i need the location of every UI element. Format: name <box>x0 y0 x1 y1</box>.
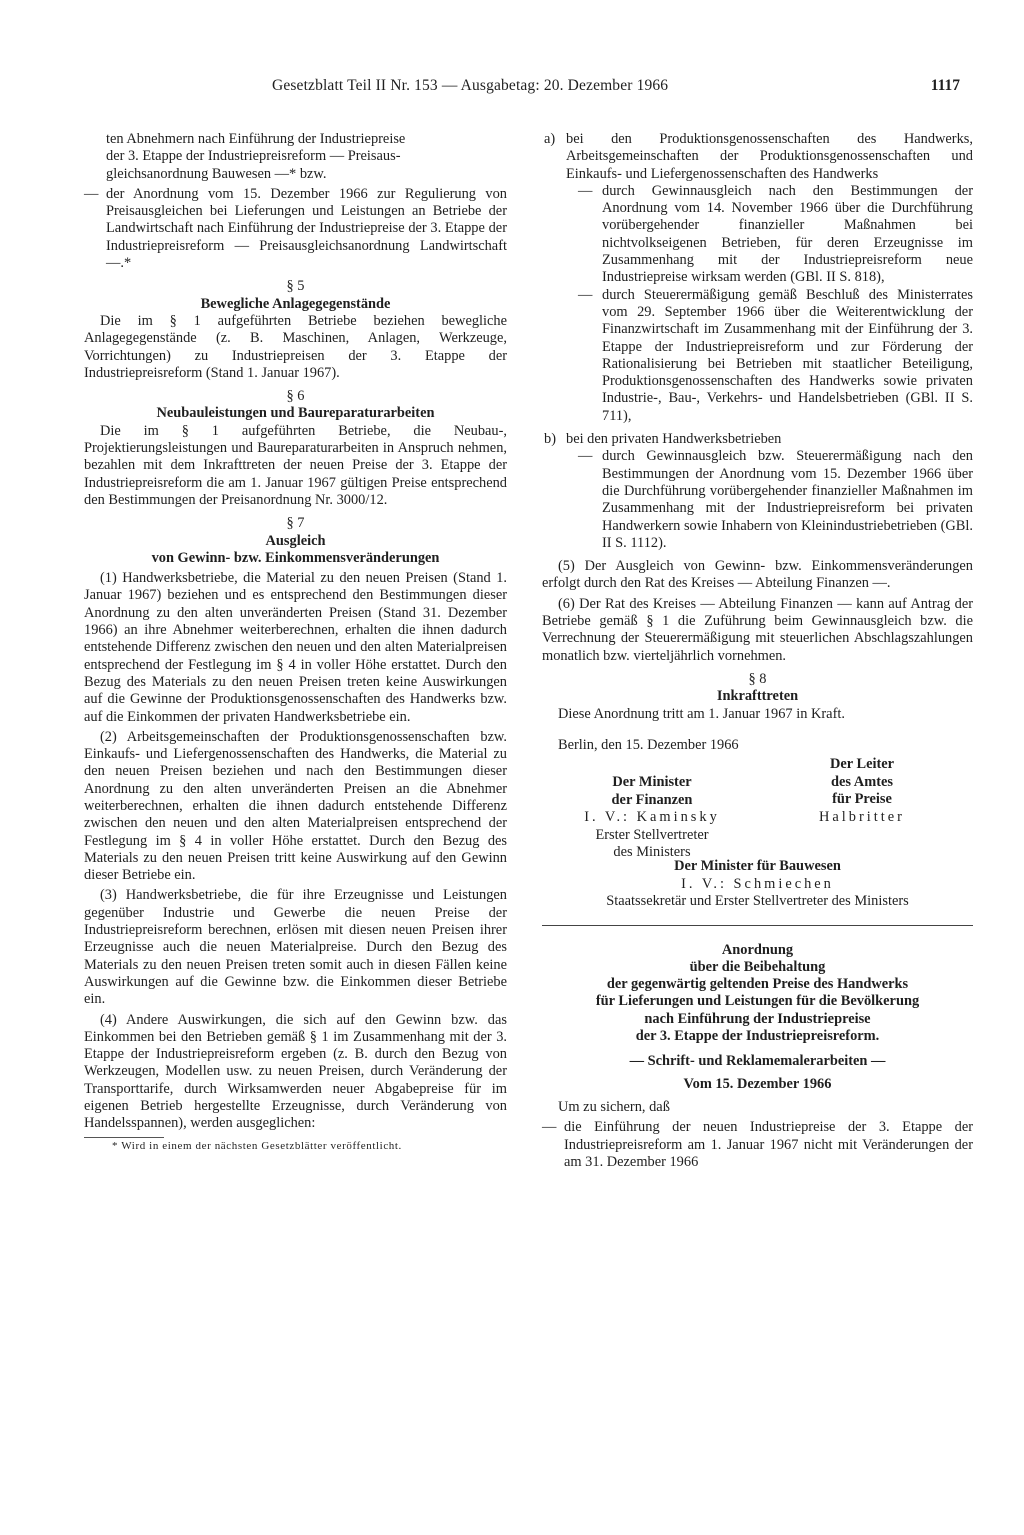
section-7-title-line2: von Gewinn- bzw. Einkommensveränderungen <box>151 549 440 566</box>
signature-construction <box>542 858 973 911</box>
order-date: Vom 15. Dezember 1966 <box>683 1075 832 1092</box>
right-column <box>542 131 973 1171</box>
dash-item-landwirtschaft <box>84 186 507 272</box>
section-8-text: Diese Anordnung tritt am 1. Januar 1967 in Kraft. <box>558 705 845 722</box>
new-order-heading <box>542 942 973 1093</box>
header-title: Gesetzblatt Teil II Nr. 153 — Ausgabetag: 20. Dezember 1966 <box>272 77 669 94</box>
footnote-rule <box>84 1137 164 1138</box>
place-date: Berlin, den 15. Dezember 1966 <box>558 736 739 753</box>
dash-marker: — <box>542 1119 557 1136</box>
signature-prices <box>772 756 952 826</box>
signature-title: für Preise <box>832 791 892 808</box>
section-7-title-line1: Ausgleich <box>265 532 326 549</box>
dash-item-text: die Einführung der neuen Industriepreise der 3. Etappe der Industriepreisreform am 1. Januar 1967 nicht mit Veränderungen der am 31. Dezember 1966 <box>564 1119 973 1170</box>
signature-title: Der Minister für Bauwesen <box>674 858 841 875</box>
signature-name: Halbritter <box>819 808 905 825</box>
signature-title: des Amtes <box>831 773 893 790</box>
paragraph-5: (5) Der Ausgleich von Gewinn- bzw. Einkommensveränderungen erfolgt durch den Rat des Kreises — Abteilung Finanzen —. <box>542 558 973 592</box>
signature-title: der Finanzen <box>611 791 693 808</box>
section-divider <box>542 925 973 926</box>
continued-line: der 3. Etappe der Industriepreisreform — Preisaus- <box>106 148 401 165</box>
signature-title: Der Minister <box>612 774 692 791</box>
item-a-text: bei den Produktionsgenossenschaften des Handwerks, Arbeitsgemeinschaften der Produktionsgenossenschaften und Einkaufs- und Liefergenossenschaften des Handwerks <box>566 131 973 182</box>
order-title-line: der gegenwärtig geltenden Preise des Handwerks <box>606 976 909 993</box>
continued-line: ten Abnehmern nach Einführung der Industriepreise <box>106 131 406 147</box>
order-intro: Um zu sichern, daß <box>558 1098 670 1115</box>
section-6-text: Die im § 1 aufgeführten Betriebe, die Neubau-, Projektierungsleistungen und Baureparaturarbeiten in Anspruch nehmen, bezahlen mit dem Inkrafttreten der neuen Preise der 3. Etappe der Industriepreisreform die am 1. Januar 1967 gültigen Preise entsprechend den Bestimmungen der Preisanordnung Nr. 3000/12. <box>84 422 507 508</box>
signature-block <box>542 754 973 861</box>
signature-role: des Ministers <box>613 844 691 861</box>
section-8-number: § 8 <box>748 670 767 687</box>
continued-text <box>84 131 507 183</box>
item-a-dash-1 <box>542 183 973 287</box>
page-number: 1117 <box>930 77 960 94</box>
paragraph-6: (6) Der Rat des Kreises — Abteilung Finanzen — kann auf Antrag der Betriebe gemäß § 1 die Zuführung beim Gewinnausgleich bzw. die Verrechnung der Steuerermäßigung mit steuerlichen Abschlagszahlungen monatlich bzw. vierteljährlich vornehmen. <box>542 595 973 664</box>
item-b <box>542 431 973 448</box>
dash-marker: — <box>578 448 593 465</box>
item-a <box>542 131 973 183</box>
section-7-paragraph-3: (3) Handwerksbetriebe, die für ihre Erzeugnisse und Leistungen gegenüber Industrie und Gewerbe die neuen Preise der Industriepreisreform berechnen, erlösen mit diesen neuen Preisen ihrer Erzeugnisse auch die neuen Materialpreise. Durch den Bezug des Materials zu den neuen Preisen treten somit auch in diesen Fällen keine Auswirkungen auf die Gewinne bzw. die Einkommen dieser Betriebe ein. <box>84 887 507 1008</box>
item-a-label: a) <box>544 131 556 147</box>
section-8-title: Inkrafttreten <box>716 688 799 705</box>
item-b-text: bei den privaten Handwerksbetrieben <box>566 431 782 448</box>
dash-marker: — <box>578 286 593 303</box>
dash-item-text: durch Steuerermäßigung gemäß Beschluß des Ministerrates vom 29. September 1966 über die Weiterentwicklung der Finanzwirtschaft im Zusammenhang mit der Einführung der 3. Etappe der Industriepreisreform und zur Förderung der Rationalisierung bei Betrieben mit staatlicher Beteiligung, Produktionsgenossenschaften des Handwerks sowie privaten Industrie-, Bau-, Verkehrs- und Handelsbetrieben (GBl. II S. 711), <box>602 286 973 424</box>
section-5-title: Bewegliche Anlagegegenstände <box>200 295 391 312</box>
continued-line: gleichsanordnung Bauwesen —* bzw. <box>106 165 327 182</box>
item-b-label: b) <box>544 431 556 448</box>
section-5-text: Die im § 1 aufgeführten Betriebe beziehen bewegliche Anlagegegenstände (z. B. Maschinen, Anlagen, Werkzeuge, Vorrichtungen) zu Industriepreisen der 3. Etappe der Industriepreisreform (Stand 1. Januar 1967). <box>84 312 507 381</box>
signature-role: Erster Stellvertreter <box>595 826 709 843</box>
section-7-number: § 7 <box>286 515 305 532</box>
signature-title: Der Leiter <box>829 756 895 773</box>
order-title-line: nach Einführung der Industriepreise <box>644 1010 871 1027</box>
dash-marker: — <box>578 182 593 199</box>
dash-item-text: der Anordnung vom 15. Dezember 1966 zur Regulierung von Preisausgleichen bei Lieferungen und Leistungen an Betriebe der Landwirtschaft nach Einführung der Industriepreise der 3. Etappe der Industriepreisreform — Preisausgleichsanordnung Landwirtschaft —.* <box>106 185 507 272</box>
section-7-paragraph-1: (1) Handwerksbetriebe, die Material zu den neuen Preisen (Stand 1. Januar 1967) beziehen und es entsprechend den Bestimmungen dieser Anordnung zu den alten unveränderten Preisen (Stand 31. Dezember 1966) an ihre Abnehmer weiterberechnen, erhalten die ihnen dadurch entstehende Differenz zwischen den neuen und den alten Materialpreisen entsprechend der Festlegung im § 4 in voller Höhe erstattet. Durch den Bezug des Materials zu den neuen Preisen treten keine Auswirkungen auf die Gewinne der Produktionsgenossenschaften des Handwerks bzw. auf die Einkommen der privaten Handwerksbetriebe ein. <box>84 570 507 725</box>
order-title-line: Anordnung <box>721 941 794 958</box>
section-6-title: Neubauleistungen und Baureparaturarbeiten <box>156 405 435 422</box>
dash-marker: — <box>84 185 99 202</box>
order-title-line: der 3. Etappe der Industriepreisreform. <box>635 1028 880 1045</box>
signature-finance <box>562 774 742 862</box>
left-column <box>84 131 507 1153</box>
footnote: * Wird in einem der nächsten Gesetzblätter veröffentlicht. <box>112 1139 402 1152</box>
section-6-number: § 6 <box>286 388 305 405</box>
order-title-line: für Lieferungen und Leistungen für die Bevölkerung <box>595 993 920 1010</box>
order-title-line: über die Beibehaltung <box>689 958 826 975</box>
order-subtitle: — Schrift- und Reklamemalerarbeiten — <box>629 1053 886 1070</box>
section-5-number: § 5 <box>286 278 305 295</box>
dash-item-text: durch Gewinnausgleich nach den Bestimmungen der Anordnung vom 14. November 1966 über die Durchführung vorübergehender finanzieller Maßnahmen bei nichtvolkseigenen Betrieben, für deren Erzeugnisse im Zusammenhang mit der Industriepreisreform neue Industriepreise wirksam werden (GBl. II S. 818), <box>602 182 973 286</box>
section-7-paragraph-4: (4) Andere Auswirkungen, die sich auf den Gewinn bzw. das Einkommen bei den Betrieben gemäß § 1 im Zusammenhang mit der 3. Etappe der Industriepreisreform ergeben (z. B. durch den Bezug von Werkzeugen, Modellen usw. zu neuen Preisen, durch Veränderung der Transporttarife, durch Wirksamwerden neuer Abgabepreise für im eigenen Betrieb hergestellte Erzeugnisse, durch Veränderung von Handelsspannen), werden ausgeglichen: <box>84 1011 507 1132</box>
page-header <box>272 77 960 99</box>
signature-name: I. V.: Schmiechen <box>681 875 834 892</box>
signature-name: I. V.: Kaminsky <box>584 809 720 826</box>
item-a-dash-2 <box>542 287 973 425</box>
item-b-dash-1 <box>542 448 973 552</box>
signature-role: Staatssekretär und Erster Stellvertreter des Ministers <box>606 893 909 910</box>
dash-item-text: durch Gewinnausgleich bzw. Steuerermäßigung nach den Bestimmungen der Anordnung vom 15. Dezember 1966 über die Durchführung vorübergehender finanzieller Maßnahmen im Zusammenhang mit der Industriepreisreform bei privaten Handwerkern sowie Inhabern von Kleinindustriebetrieben (GBl. II S. 1112). <box>602 448 973 551</box>
section-7-paragraph-2: (2) Arbeitsgemeinschaften der Produktionsgenossenschaften bzw. Einkaufs- und Liefergenossenschaften des Handwerks, die Material zu den neuen Preisen beziehen und nach den Bestimmungen dieser Anordnung zu den alten unveränderten Preisen an die Abnehmer weiterberechnen, erhalten die ihnen dadurch entstehende Differenz zwischen den neuen und den alten Materialpreisen entsprechend der Festlegung im § 4 in voller Höhe erstattet. Durch den Bezug des Materials zu den neuen Preisen tritt keine Auswirkung auf den Gewinn dieser Betriebe ein. <box>84 728 507 884</box>
order-dash-1 <box>542 1119 973 1171</box>
